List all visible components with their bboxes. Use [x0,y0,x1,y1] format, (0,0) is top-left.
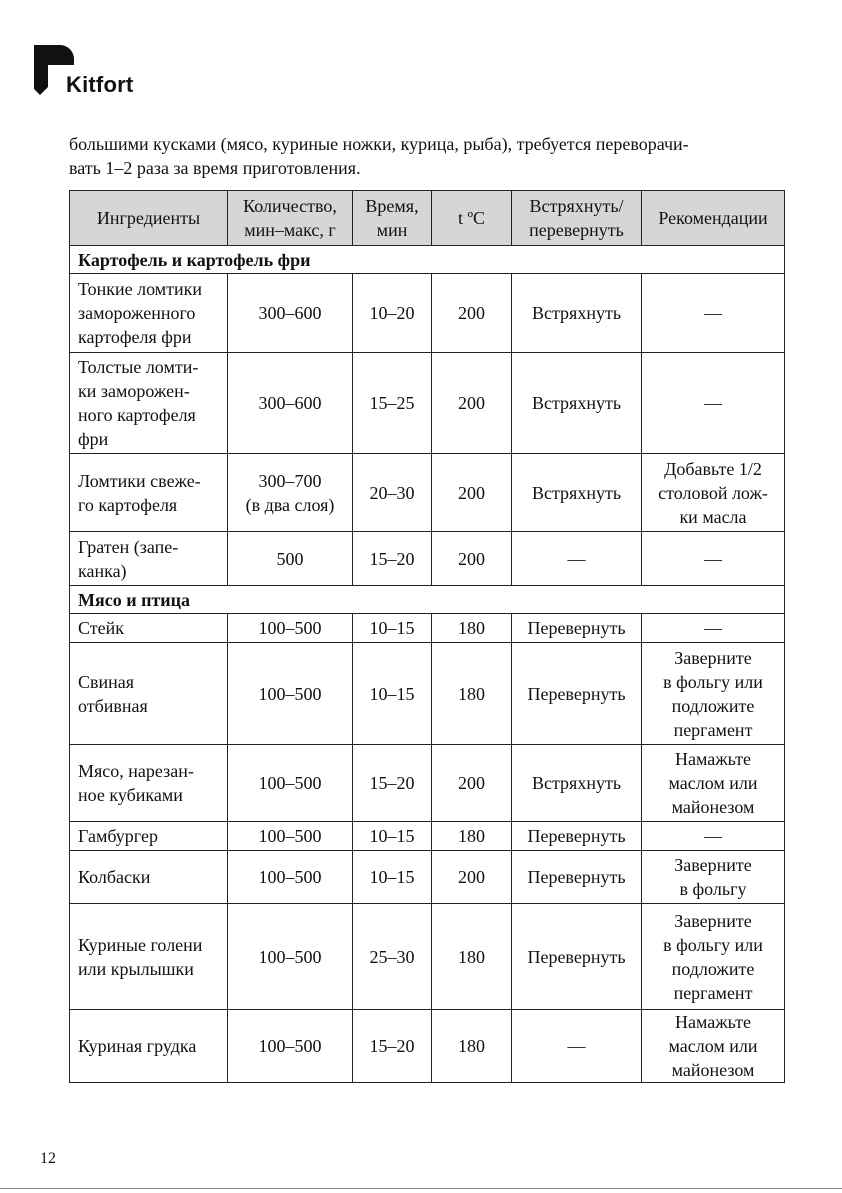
quantity-cell [228,353,353,454]
time-cell: 10–20 [353,274,432,353]
time-cell: 15–20 [353,532,432,586]
header-shake-flip-line: перевернуть [529,220,624,240]
bottom-rule [0,1188,842,1189]
ingredient-line: Стейк [78,618,125,638]
recommendation-line: — [704,618,722,638]
recommendation-cell [642,643,785,745]
intro-line: вать 1–2 раза за время приготовления. [69,158,361,178]
recommendation-line: Намажьте [674,1012,752,1032]
quantity-line: 100–500 [258,946,322,967]
temperature-cell: 200 [432,454,512,532]
recommendation-cell [642,274,785,353]
ingredient-line: го картофеля [78,494,178,515]
ingredient-line: Свиная [78,671,135,692]
table-header-row [70,191,785,246]
ingredient-line: Куриные голени [78,934,203,955]
table-row [70,822,785,851]
recommendation-line: ки масла [679,506,747,527]
time-cell: 10–15 [353,614,432,643]
ingredient-line: фри [78,429,109,449]
temperature-cell: 200 [432,851,512,904]
header-temperature-line: t ºC [457,208,486,228]
header-recommendations [642,191,785,246]
recommendation-cell [642,532,785,586]
temperature-cell: 180 [432,614,512,643]
temperature-cell: 200 [432,745,512,822]
action-cell: — [512,532,642,586]
table-row [70,454,785,532]
action-cell: Встряхнуть [512,353,642,454]
quantity-line: 100–500 [258,618,322,638]
time-cell: 15–20 [353,1010,432,1083]
ingredient-cell [70,643,228,745]
time-cell: 15–20 [353,745,432,822]
section-row [70,246,785,274]
header-temperature [432,191,512,246]
action-cell: Перевернуть [512,822,642,851]
recommendation-cell [642,454,785,532]
ingredient-line: Гамбургер [78,826,158,846]
time-cell: 15–25 [353,353,432,454]
header-quantity-line: мин–макс, г [244,220,336,240]
quantity-cell [228,1010,353,1083]
recommendation-cell [642,353,785,454]
ingredient-cell [70,904,228,1010]
ingredient-cell [70,532,228,586]
ingredient-cell [70,851,228,904]
recommendation-cell [642,822,785,851]
header-quantity [228,191,353,246]
quantity-cell [228,904,353,1010]
quantity-cell [228,454,353,532]
table-row [70,614,785,643]
ingredient-cell [70,274,228,353]
quantity-line: 100–500 [258,1036,322,1056]
temperature-cell: 200 [432,532,512,586]
action-cell: Перевернуть [512,904,642,1010]
quantity-line: 100–500 [258,683,322,704]
section-title: Мясо и птица [70,586,785,614]
ingredient-cell [70,353,228,454]
ingredient-cell [70,1010,228,1083]
action-cell: Перевернуть [512,851,642,904]
quantity-line: (в два слоя) [245,494,335,515]
intro-line: большими кусками (мясо, куриные ножки, курица, рыба), требуется переворачи- [69,134,689,154]
recommendation-line: — [704,393,722,413]
table-row [70,851,785,904]
table-row [70,274,785,353]
recommendation-cell [642,1010,785,1083]
action-cell: Встряхнуть [512,274,642,353]
temperature-cell: 180 [432,1010,512,1083]
time-cell: 20–30 [353,454,432,532]
temperature-cell: 180 [432,822,512,851]
header-time-line: Время, [365,196,419,216]
quantity-line: 300–700 [258,470,322,491]
recommendation-line: — [704,826,722,846]
time-cell: 25–30 [353,904,432,1010]
intro-paragraph [69,132,789,180]
ingredient-cell [70,614,228,643]
action-cell: Перевернуть [512,614,642,643]
recommendation-line: Заверните [674,855,752,875]
recommendation-line: в фольгу или [663,671,763,692]
recommendation-line: Заверните [674,910,752,931]
section-row [70,586,785,614]
quantity-cell [228,274,353,353]
ingredient-line: отбивная [78,695,148,716]
quantity-cell [228,614,353,643]
quantity-cell [228,745,353,822]
action-cell: — [512,1010,642,1083]
ingredient-line: Куриная грудка [78,1036,197,1056]
header-ingredients [70,191,228,246]
ingredient-line: Колбаски [78,867,151,887]
quantity-cell [228,532,353,586]
recommendation-line: — [704,548,722,569]
recommendation-line: Намажьте [674,749,752,769]
recommendation-cell [642,614,785,643]
time-cell: 10–15 [353,851,432,904]
ingredient-cell [70,745,228,822]
ingredient-line: Ломтики свеже- [78,470,201,491]
table-row [70,904,785,1010]
recommendation-line: Заверните [674,647,752,668]
table-row [70,745,785,822]
recommendation-line: маслом или [668,1036,758,1056]
cooking-table [69,190,785,1083]
quantity-line: 300–600 [258,303,322,323]
action-cell: Встряхнуть [512,454,642,532]
time-cell: 10–15 [353,822,432,851]
recommendation-cell [642,851,785,904]
recommendation-cell [642,904,785,1010]
ingredient-line: Тонкие ломтики [78,279,203,299]
ingredient-cell [70,822,228,851]
ingredient-line: картофеля фри [78,327,192,347]
header-quantity-line: Количество, [243,196,337,216]
quantity-line: 100–500 [258,773,322,793]
ingredient-line: замороженного [78,303,196,323]
page-number: 12 [40,1150,56,1167]
header-shake-flip [512,191,642,246]
recommendation-line: подложите [671,695,755,716]
ingredient-line: Мясо, нарезан- [78,761,194,781]
table-row [70,643,785,745]
ingredient-cell [70,454,228,532]
table-row [70,1010,785,1083]
recommendation-cell [642,745,785,822]
quantity-line: 300–600 [258,393,322,413]
quantity-cell [228,643,353,745]
action-cell: Перевернуть [512,643,642,745]
recommendation-line: майонезом [671,797,755,817]
ingredient-line: ки заморожен- [78,381,190,401]
recommendation-line: в фольгу [679,879,747,899]
quantity-line: 100–500 [258,826,322,846]
recommendation-line: — [704,303,722,323]
table-row [70,353,785,454]
temperature-cell: 200 [432,353,512,454]
ingredient-line: или крылышки [78,958,194,979]
recommendation-line: столовой лож- [658,482,768,503]
temperature-cell: 180 [432,643,512,745]
header-recommendations-line: Рекомендации [658,208,768,228]
header-time-line: мин [376,220,408,240]
time-cell: 10–15 [353,643,432,745]
action-cell: Встряхнуть [512,745,642,822]
ingredient-line: ного картофеля [78,405,196,425]
ingredient-line: Толстые ломти- [78,357,199,377]
recommendation-line: в фольгу или [663,934,763,955]
ingredient-line: канка) [78,560,127,581]
recommendation-line: майонезом [671,1060,755,1080]
quantity-cell [228,822,353,851]
recommendation-line: подложите [671,958,755,979]
recommendation-line: пергамент [673,719,753,740]
quantity-line: 500 [276,548,304,569]
section-title: Картофель и картофель фри [70,246,785,274]
header-shake-flip-line: Встряхнуть/ [529,196,624,216]
recommendation-line: маслом или [668,773,758,793]
quantity-line: 100–500 [258,867,322,887]
table-row [70,532,785,586]
temperature-cell: 180 [432,904,512,1010]
recommendation-line: Добавьте 1/2 [664,458,762,479]
header-ingredients-line: Ингредиенты [96,208,201,228]
kitfort-logo-text: Kitfort [66,72,134,97]
ingredient-line: Гратен (запе- [78,536,179,557]
temperature-cell: 200 [432,274,512,353]
recommendation-line: пергамент [673,982,753,1003]
header-time [353,191,432,246]
quantity-cell [228,851,353,904]
ingredient-line: ное кубиками [78,785,183,805]
